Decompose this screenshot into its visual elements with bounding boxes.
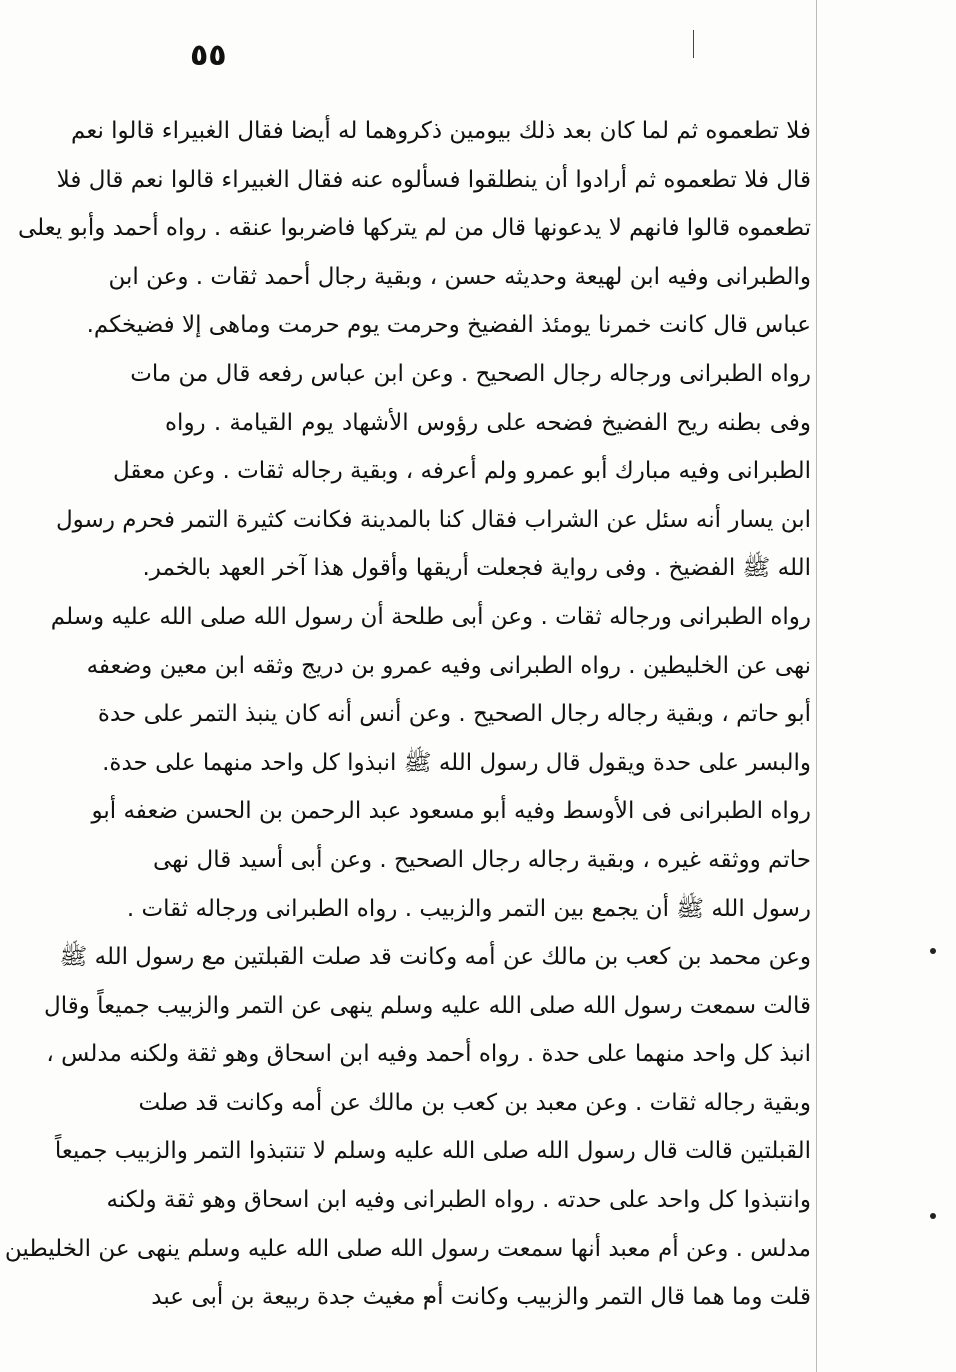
text-line: وعن محمد بن كعب بن مالك عن أمه وكانت قد صلت القبلتين مع رسول الله ﷺ: [59, 944, 811, 971]
text-line: ابن يسار أنه سئل عن الشراب فقال كنا بالمدينة فكانت كثيرة التمر فحرم رسول: [55, 506, 811, 533]
text-line: والبسر على حدة ويقول قال رسول الله ﷺ انبذوا كل واحد منهما على حدة.: [102, 749, 811, 776]
text-line: انبذ كل واحد منهما على حدة . رواه أحمد وفيه ابن اسحاق وهو ثقة ولكنه مدلس ،: [46, 1041, 811, 1068]
text-line: قلت وما هما قال التمر والزبيب وكانت أم مغيث جدة ربيعة بن أبى عبد: [151, 1284, 811, 1311]
text-line: قال فلا تطعموه ثم أرادوا أن ينطلقوا فسألوه عنه فقال الغبيراء قالوا نعم قال فلا: [56, 166, 811, 193]
body-text: [4, 107, 811, 1322]
text-line: القبلتين قالت قال رسول الله صلى الله عليه وسلم لا تنتبذوا التمر والزبيب جميعاً: [54, 1138, 811, 1165]
text-line: وانتبذوا كل واحد على حدته . رواه الطبرانى وفيه ابن اسحاق وهو ثقة ولكنه: [106, 1187, 811, 1214]
margin-dot: [930, 948, 936, 954]
text-line: أبو حاتم ، وبقية رجاله رجال الصحيح . وعن أنس أنه كان ينبذ التمر على حدة: [97, 701, 811, 728]
text-line: والطبرانى وفيه ابن لهيعة وحديثه حسن ، وبقية رجال أحمد ثقات . وعن ابن: [108, 263, 811, 290]
text-line: حاتم ووثقه غيره ، وبقية رجاله رجال الصحيح . وعن أبى أسيد قال نهى: [153, 846, 811, 873]
page-number: ٥٥: [190, 38, 227, 73]
text-line: تطعموه قالوا فانهم لا يدعونها قال من لم يتركها فاضربوا عنقه . رواه أحمد وأبو يعلى: [17, 215, 811, 242]
text-line: فلا تطعموه ثم لما كان بعد ذلك بيومين ذكروهما له أيضا فقال الغبيراء قالوا نعم: [71, 118, 811, 144]
text-line: نهى عن الخليطين . رواه الطبرانى وفيه عمرو بن دريج وثقه ابن معين وضعفه: [86, 652, 811, 679]
text-line: الله ﷺ الفضيخ . وفى رواية فجعلت أريقها وأقول هذا آخر العهد بالخمر.: [142, 555, 811, 582]
text-line: رواه الطبرانى فى الأوسط وفيه أبو مسعود عبد الرحمن بن الحسن ضعفه أبو: [91, 798, 811, 825]
gutter-mark: [693, 30, 694, 58]
text-line: وفى بطنه ريح الفضيخ فضحه على رؤوس الأشهاد يوم القيامة . رواه: [165, 409, 811, 436]
text-line: رسول الله ﷺ أن يجمع بين التمر والزبيب . رواه الطبرانى ورجاله ثقات .: [126, 895, 811, 922]
margin-dot: [930, 1213, 936, 1219]
text-line: رواه الطبرانى ورجاله ثقات . وعن أبى طلحة أن رسول الله صلى الله عليه وسلم: [50, 603, 811, 630]
page-edge-line: [816, 0, 817, 1372]
text-line: الطبرانى وفيه مبارك أبو عمرو ولم أعرفه ، وبقية رجاله ثقات . وعن معقل: [113, 458, 811, 485]
text-line: وبقية رجاله ثقات . وعن معبد بن كعب بن مالك عن أمه وكانت قد صلت: [138, 1089, 811, 1116]
text-line: قالت سمعت رسول الله صلى الله عليه وسلم ينهى عن التمر والزبيب جميعاً وقال: [44, 992, 811, 1019]
text-line: عباس قال كانت خمرنا يومئذ الفضيخ وحرمت يوم حرمت وماهى إلا فضيخكم.: [86, 312, 811, 339]
text-line: مدلس . وعن أم معبد أنها سمعت رسول الله صلى الله عليه وسلم ينهى عن الخليطين: [4, 1235, 811, 1262]
text-line: رواه الطبرانى ورجاله رجال الصحيح . وعن ابن عباس رفعه قال من مات: [130, 360, 811, 387]
